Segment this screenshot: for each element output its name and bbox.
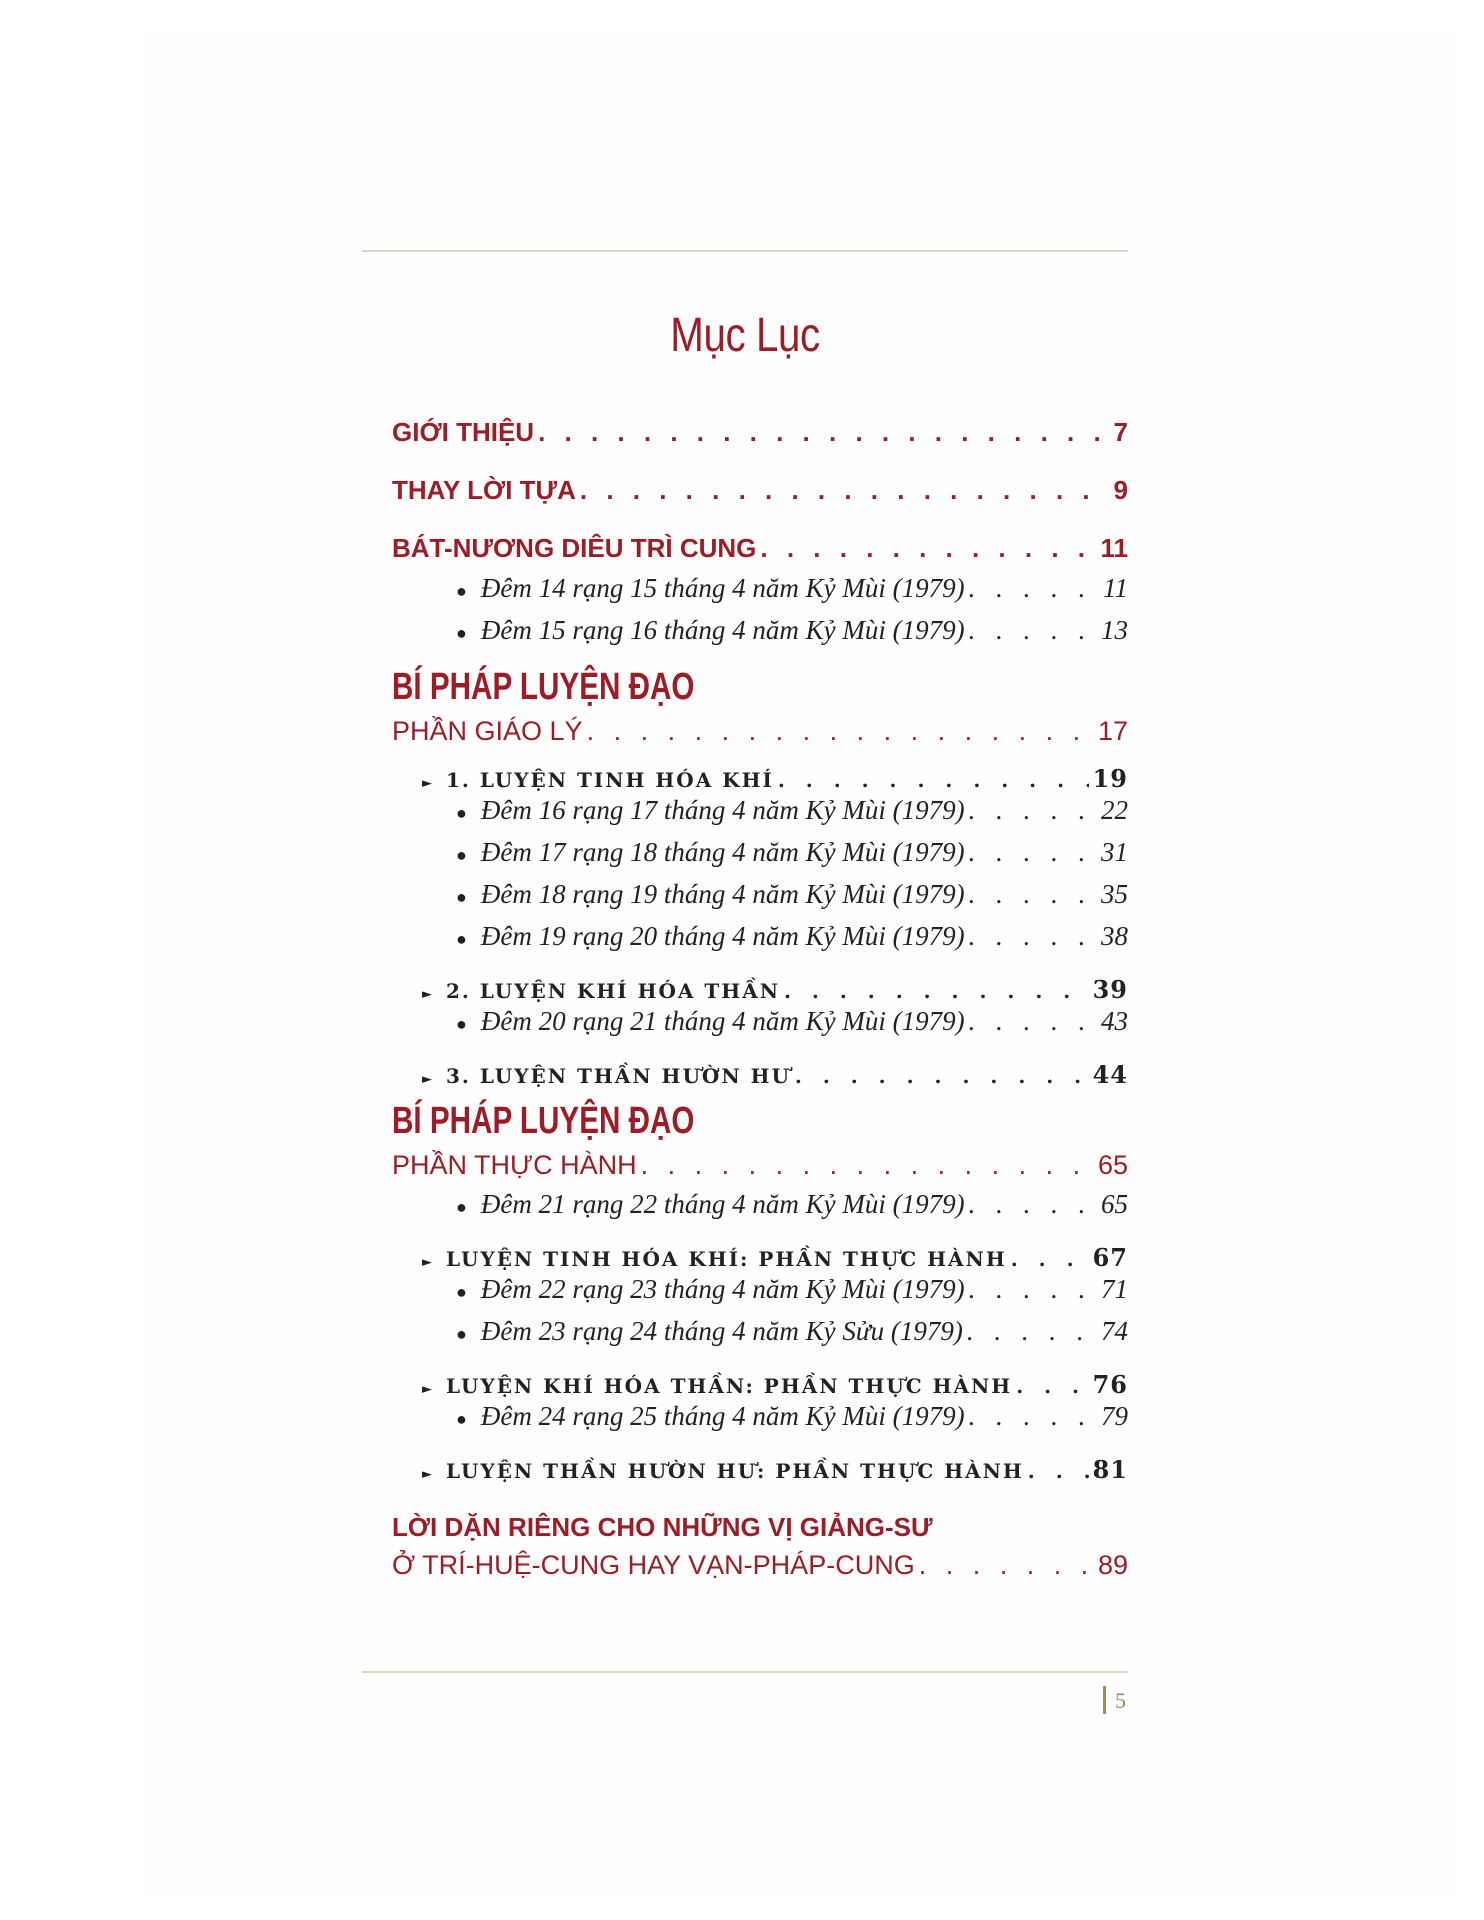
- triangle-right-icon: ►: [422, 776, 432, 791]
- toc-entry[interactable]: [392, 716, 1128, 747]
- toc-entry-page: 7: [1113, 417, 1128, 447]
- dot-leader: [969, 573, 1099, 604]
- toc-entry-page: 22: [1101, 795, 1128, 825]
- toc-entry-label: LUYỆN KHÍ HÓA THẦN: PHẦN THỰC HÀNH: [446, 1374, 1013, 1398]
- toc-entry-label: Đêm 24 rạng 25 tháng 4 năm Kỷ Mùi (1979): [480, 1401, 965, 1431]
- toc-entry-page: 38: [1101, 921, 1128, 951]
- dot-leader: [760, 533, 1096, 564]
- toc-entry-label: LUYỆN THẦN HƯỜN HƯ: PHẦN THỰC HÀNH: [446, 1459, 1024, 1483]
- triangle-right-icon: ►: [422, 1072, 432, 1087]
- toc-entry-page: 31: [1101, 837, 1128, 867]
- toc-entry-page: 67: [1092, 1243, 1128, 1272]
- toc-subentry[interactable]: [456, 879, 1128, 910]
- toc-subentry[interactable]: [456, 837, 1128, 868]
- dot-leader: [969, 615, 1097, 646]
- bullet-icon: ●: [456, 929, 467, 949]
- toc-subentry[interactable]: [456, 1189, 1128, 1220]
- dot-leader: [538, 417, 1109, 448]
- dot-leader: [967, 1316, 1097, 1347]
- bullet-icon: ●: [456, 887, 467, 907]
- toc-subentry[interactable]: [456, 1274, 1128, 1305]
- bullet-icon: ●: [456, 1324, 467, 1344]
- dot-leader: [1011, 1247, 1089, 1271]
- bottom-rule: [362, 1671, 1128, 1673]
- toc-entry-label: Đêm 15 rạng 16 tháng 4 năm Kỷ Mùi (1979): [480, 615, 965, 645]
- toc-entry-label: Đêm 23 rạng 24 tháng 4 năm Kỷ Sửu (1979): [480, 1316, 963, 1346]
- toc-entry[interactable]: [392, 1550, 1128, 1581]
- toc-chapter[interactable]: [422, 1243, 1128, 1272]
- toc-entry-label: 1. LUYỆN TINH HÓA KHÍ: [446, 768, 774, 792]
- page-title: Mục Lục: [670, 309, 820, 362]
- triangle-right-icon: ►: [422, 1467, 432, 1482]
- triangle-right-icon: ►: [422, 1382, 432, 1397]
- toc-entry[interactable]: [392, 1150, 1128, 1181]
- dot-leader: [969, 921, 1097, 952]
- toc-entry-page: 43: [1101, 1006, 1128, 1036]
- dot-leader: [969, 795, 1097, 826]
- toc-entry-label: Đêm 14 rạng 15 tháng 4 năm Kỷ Mùi (1979): [480, 573, 965, 603]
- toc-entry-page: 13: [1101, 615, 1128, 645]
- toc-subentry[interactable]: [456, 921, 1128, 952]
- toc-entry-page: 39: [1092, 975, 1128, 1004]
- toc-entry-page: 71: [1101, 1274, 1128, 1304]
- toc-entry-page: 35: [1101, 879, 1128, 909]
- toc-entry-label: LUYỆN TINH HÓA KHÍ: PHẦN THỰC HÀNH: [446, 1247, 1007, 1271]
- toc-entry-page: 9: [1113, 475, 1128, 505]
- toc-entry-label: Ở TRÍ-HUỆ-CUNG HAY VẠN-PHÁP-CUNG: [392, 1550, 915, 1580]
- triangle-right-icon: ►: [422, 1255, 432, 1270]
- toc-entry-page: 89: [1097, 1550, 1128, 1580]
- triangle-right-icon: ►: [422, 987, 432, 1002]
- dot-leader: [1016, 1374, 1088, 1398]
- toc-subentry[interactable]: [456, 615, 1128, 646]
- toc-entry-label: 2. LUYỆN KHÍ HÓA THẦN: [446, 979, 780, 1003]
- dot-leader: [641, 1150, 1094, 1181]
- bullet-icon: ●: [456, 845, 467, 865]
- toc-entry-page: 19: [1092, 764, 1128, 793]
- bullet-icon: ●: [456, 581, 467, 601]
- toc-subentry[interactable]: [456, 1316, 1128, 1347]
- toc-entry-page: 44: [1092, 1060, 1128, 1089]
- toc-entry-label: Đêm 18 rạng 19 tháng 4 năm Kỷ Mùi (1979): [480, 879, 965, 909]
- dot-leader: [778, 768, 1089, 792]
- toc-entry-page: 11: [1103, 573, 1128, 603]
- dot-leader: [969, 837, 1097, 868]
- toc-entry-page: 81: [1092, 1455, 1128, 1484]
- toc-entry-label: 3. LUYỆN THẦN HƯỜN HƯ: [446, 1064, 791, 1088]
- dot-leader: [1028, 1459, 1089, 1483]
- toc-subentry[interactable]: [456, 573, 1128, 604]
- dot-leader: [784, 979, 1089, 1003]
- toc-entry-label: Đêm 20 rạng 21 tháng 4 năm Kỷ Mùi (1979): [480, 1006, 965, 1036]
- bullet-icon: ●: [456, 1197, 467, 1217]
- dot-leader: [969, 1401, 1097, 1432]
- bullet-icon: ●: [456, 623, 467, 643]
- toc-entry-heading[interactable]: [392, 1512, 1128, 1543]
- dot-leader: [580, 475, 1110, 506]
- page-number: [1103, 1686, 1126, 1714]
- toc-entry-label: PHẦN THỰC HÀNH: [392, 1150, 637, 1180]
- toc-entry-label: LỜI DẶN RIÊNG CHO NHỮNG VỊ GIẢNG-SƯ: [392, 1512, 933, 1542]
- toc-entry-label: Đêm 16 rạng 17 tháng 4 năm Kỷ Mùi (1979): [480, 795, 965, 825]
- toc-subentry[interactable]: [456, 1006, 1128, 1037]
- toc-entry-page: 11: [1100, 533, 1128, 563]
- toc-chapter[interactable]: [422, 1455, 1128, 1484]
- bullet-icon: ●: [456, 1409, 467, 1429]
- dot-leader: [969, 1006, 1097, 1037]
- page-number-value: 5: [1115, 1688, 1126, 1713]
- toc-subentry[interactable]: [456, 795, 1128, 826]
- page-number-bar: [1103, 1686, 1106, 1714]
- dot-leader: [587, 716, 1094, 747]
- toc-chapter[interactable]: [422, 1370, 1128, 1399]
- toc-entry-page: 65: [1101, 1189, 1128, 1219]
- toc-subentry[interactable]: [456, 1401, 1128, 1432]
- toc-entry-label: Đêm 21 rạng 22 tháng 4 năm Kỷ Mùi (1979): [480, 1189, 965, 1219]
- toc-entry-label: GIỚI THIỆU: [392, 417, 535, 447]
- dot-leader: [969, 1189, 1097, 1220]
- toc-chapter[interactable]: [422, 1060, 1128, 1089]
- bullet-icon: ●: [456, 1282, 467, 1302]
- dot-leader: [919, 1550, 1094, 1581]
- toc-entry-page: 74: [1101, 1316, 1128, 1346]
- dot-leader: [795, 1064, 1089, 1088]
- toc-entry-label: THAY LỜI TỰA: [392, 475, 576, 505]
- bullet-icon: ●: [456, 803, 467, 823]
- toc-entry[interactable]: [392, 417, 1128, 448]
- toc-entry[interactable]: [392, 475, 1128, 506]
- dot-leader: [969, 1274, 1097, 1305]
- toc-entry[interactable]: [392, 533, 1128, 564]
- toc-entry-label: PHẦN GIÁO LÝ: [392, 716, 583, 746]
- toc-chapter[interactable]: [422, 764, 1128, 793]
- section-heading: BÍ PHÁP LUYỆN ĐẠO: [392, 1100, 695, 1142]
- toc-entry-page: 79: [1101, 1401, 1128, 1431]
- toc-entry-label: BÁT-NƯƠNG DIÊU TRÌ CUNG: [392, 533, 757, 563]
- toc-chapter[interactable]: [422, 975, 1128, 1004]
- toc-entry-page: 17: [1097, 716, 1128, 746]
- toc-entry-page: 76: [1092, 1370, 1128, 1399]
- bullet-icon: ●: [456, 1014, 467, 1034]
- toc-entry-page: 65: [1097, 1150, 1128, 1180]
- section-heading: BÍ PHÁP LUYỆN ĐẠO: [392, 666, 695, 708]
- dot-leader: [969, 879, 1097, 910]
- toc-entry-label: Đêm 22 rạng 23 tháng 4 năm Kỷ Mùi (1979): [480, 1274, 965, 1304]
- toc-entry-label: Đêm 17 rạng 18 tháng 4 năm Kỷ Mùi (1979): [480, 837, 965, 867]
- toc-entry-label: Đêm 19 rạng 20 tháng 4 năm Kỷ Mùi (1979): [480, 921, 965, 951]
